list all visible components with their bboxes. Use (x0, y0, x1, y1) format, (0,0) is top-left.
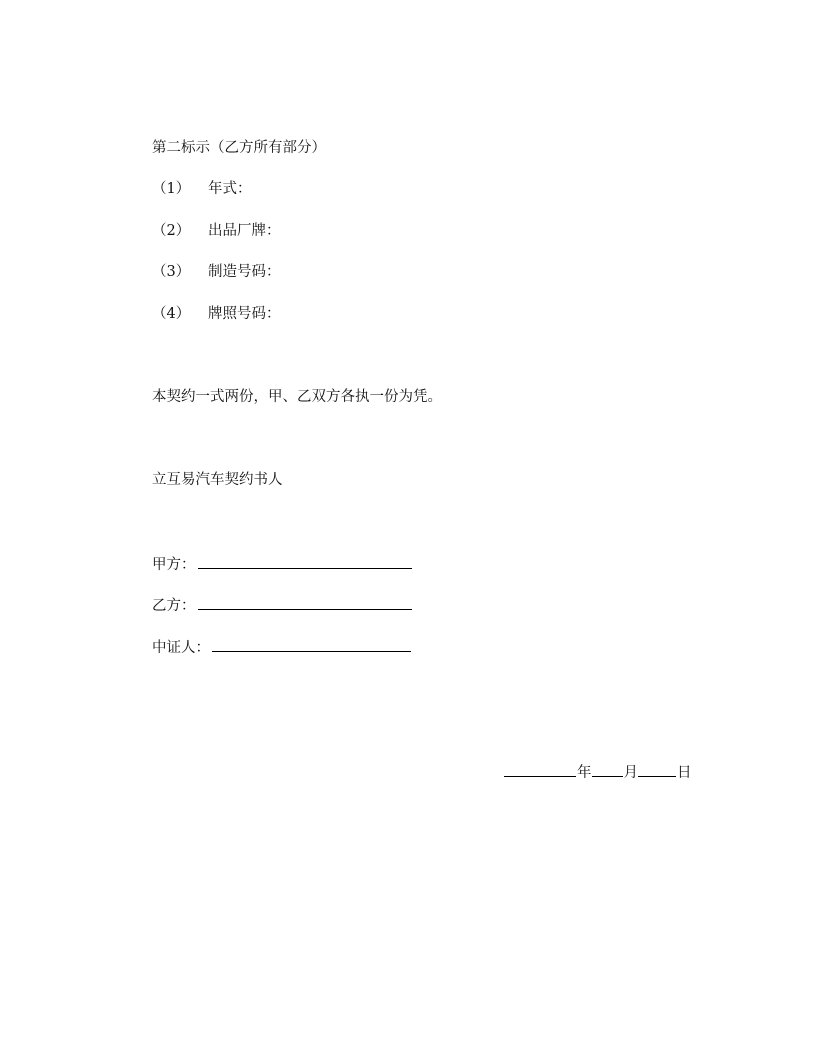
item-license-plate (152, 304, 281, 324)
item-number: （1） (152, 181, 191, 197)
item-label: 出品厂牌： (208, 223, 281, 239)
month-field[interactable] (592, 762, 623, 777)
party-b-signature-field[interactable] (198, 595, 412, 610)
signatories-heading: 立互易汽车契约书人 (152, 472, 283, 488)
item-manufacturer (152, 221, 281, 241)
witness-signature-field[interactable] (212, 637, 411, 652)
item-number: （2） (152, 223, 191, 239)
item-number: （4） (152, 306, 191, 322)
day-label: 日 (677, 765, 692, 781)
party-b-signature (152, 595, 412, 616)
party-a-label: 甲方： (152, 557, 196, 573)
section-title: 第二标示（乙方所有部分） (152, 140, 326, 156)
item-label: 制造号码： (208, 264, 281, 280)
item-label: 牌照号码： (208, 306, 281, 322)
month-label: 月 (623, 765, 638, 781)
party-a-signature-field[interactable] (198, 554, 412, 569)
date-line (504, 762, 692, 783)
party-a-signature (152, 554, 412, 575)
item-year-model (152, 179, 252, 199)
item-serial-number (152, 262, 281, 282)
day-field[interactable] (638, 762, 676, 777)
year-field[interactable] (504, 762, 576, 777)
year-label: 年 (577, 765, 592, 781)
item-number: （3） (152, 264, 191, 280)
witness-signature (152, 637, 411, 658)
item-label: 年式： (208, 181, 252, 197)
copies-statement: 本契约一式两份，甲、乙双方各执一份为凭。 (152, 389, 442, 405)
witness-label: 中证人： (152, 640, 210, 656)
party-b-label: 乙方： (152, 598, 196, 614)
